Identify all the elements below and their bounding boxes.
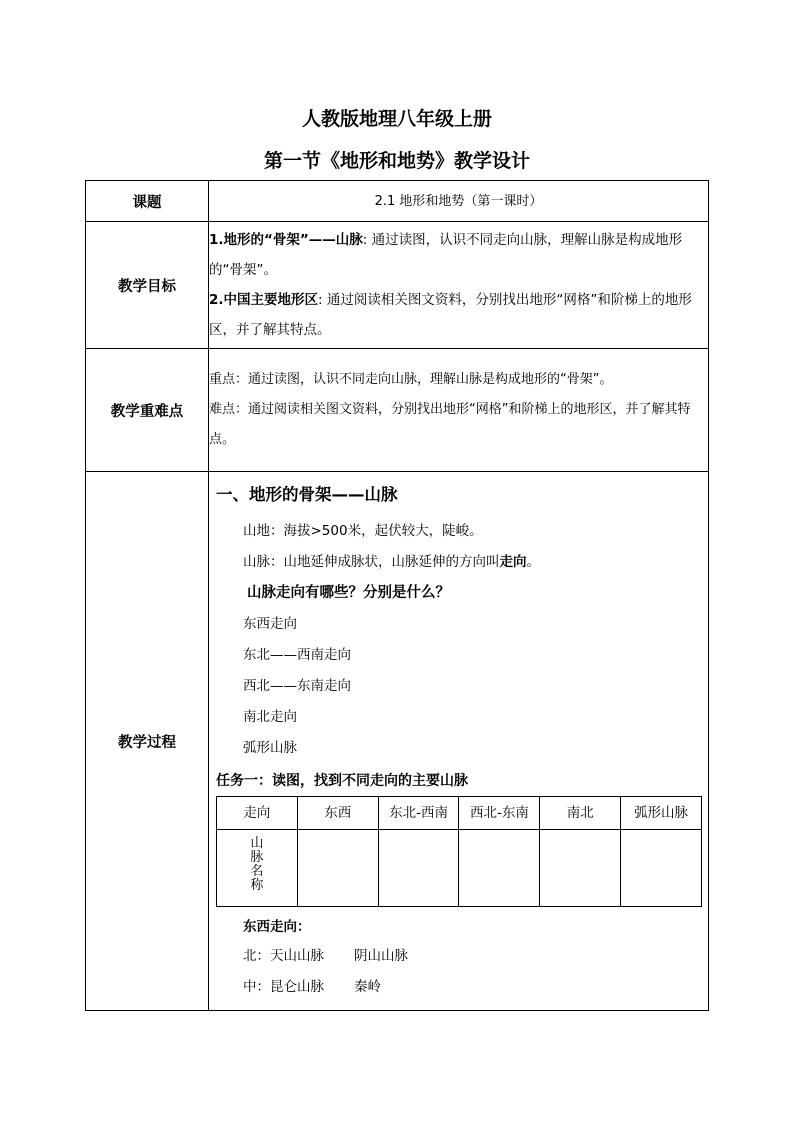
east-west-title: 东西走向：: [243, 919, 311, 935]
goals-row: [86, 222, 709, 349]
inner-table-row: [217, 830, 702, 907]
mountain-definition: 山地：海拔>500米，起伏较大，陡峻。: [243, 523, 483, 539]
empty-cell[interactable]: [621, 830, 702, 907]
row-label-cell: [217, 830, 298, 907]
key-point: 重点：通过读图，认识不同走向山脉，理解山脉是构成地形的“骨架”。: [209, 372, 613, 387]
north-ranges: 北：天山山脉 阴山山脉: [243, 948, 408, 964]
empty-cell[interactable]: [297, 830, 378, 907]
process-label: 教学过程: [86, 472, 209, 1011]
key-points-label: 教学重难点: [86, 349, 209, 472]
row-label: 山脉名称: [250, 835, 264, 893]
lesson-plan-table: [85, 180, 709, 1011]
process-row: [86, 472, 709, 1011]
header-cell: 东西: [297, 797, 378, 830]
key-points-row: [86, 349, 709, 472]
range-definition: 山脉：山地延伸成脉状，山脉延伸的方向叫走向。: [243, 554, 540, 570]
document-subtitle: 第一节《地形和地势》教学设计: [263, 150, 530, 172]
section-heading: 一、地形的骨架——山脉: [216, 485, 398, 504]
mountain-direction-table: [216, 796, 702, 907]
empty-cell[interactable]: [459, 830, 540, 907]
direction-question: 山脉走向有哪些？分别是什么？: [247, 585, 450, 601]
topic-label: 课题: [86, 181, 209, 222]
direction-item: 东北——西南走向: [243, 647, 351, 663]
header-cell: 走向: [217, 797, 298, 830]
task-title: 任务一：读图，找到不同走向的主要山脉: [216, 773, 468, 789]
empty-cell[interactable]: [540, 830, 621, 907]
goals-content: [209, 222, 709, 349]
key-points-content: [209, 349, 709, 472]
empty-cell[interactable]: [378, 830, 459, 907]
difficult-point: 难点：通过阅读相关图文资料，分别找出地形“网格”和阶梯上的地形区，并了解其特点。: [209, 402, 691, 447]
direction-item: 弧形山脉: [243, 740, 297, 756]
document-title: 人教版地理八年级上册: [301, 108, 492, 130]
goals-label: 教学目标: [86, 222, 209, 349]
direction-item: 西北——东南走向: [243, 678, 351, 694]
direction-item: 东西走向: [243, 616, 297, 632]
header-cell: 东北-西南: [378, 797, 459, 830]
process-content: [209, 472, 709, 1011]
header-cell: 弧形山脉: [621, 797, 702, 830]
inner-table-header: [217, 797, 702, 830]
goal-item-1: 1.地形的“骨架”——山脉: 通过读图，认识不同走向山脉，理解山脉是构成地形的“骨架”。: [209, 232, 683, 278]
middle-ranges: 中：昆仑山脉 秦岭: [243, 979, 381, 995]
header-cell: 西北-东南: [459, 797, 540, 830]
header-cell: 南北: [540, 797, 621, 830]
direction-item: 南北走向: [243, 709, 297, 725]
topic-value: 2.1 地形和地势（第一课时）: [209, 181, 709, 222]
topic-row: [86, 181, 709, 222]
goal-item-2: 2.中国主要地形区: 通过阅读相关图文资料，分别找出地形“网格”和阶梯上的地形区，并了解其特点。: [209, 292, 692, 338]
